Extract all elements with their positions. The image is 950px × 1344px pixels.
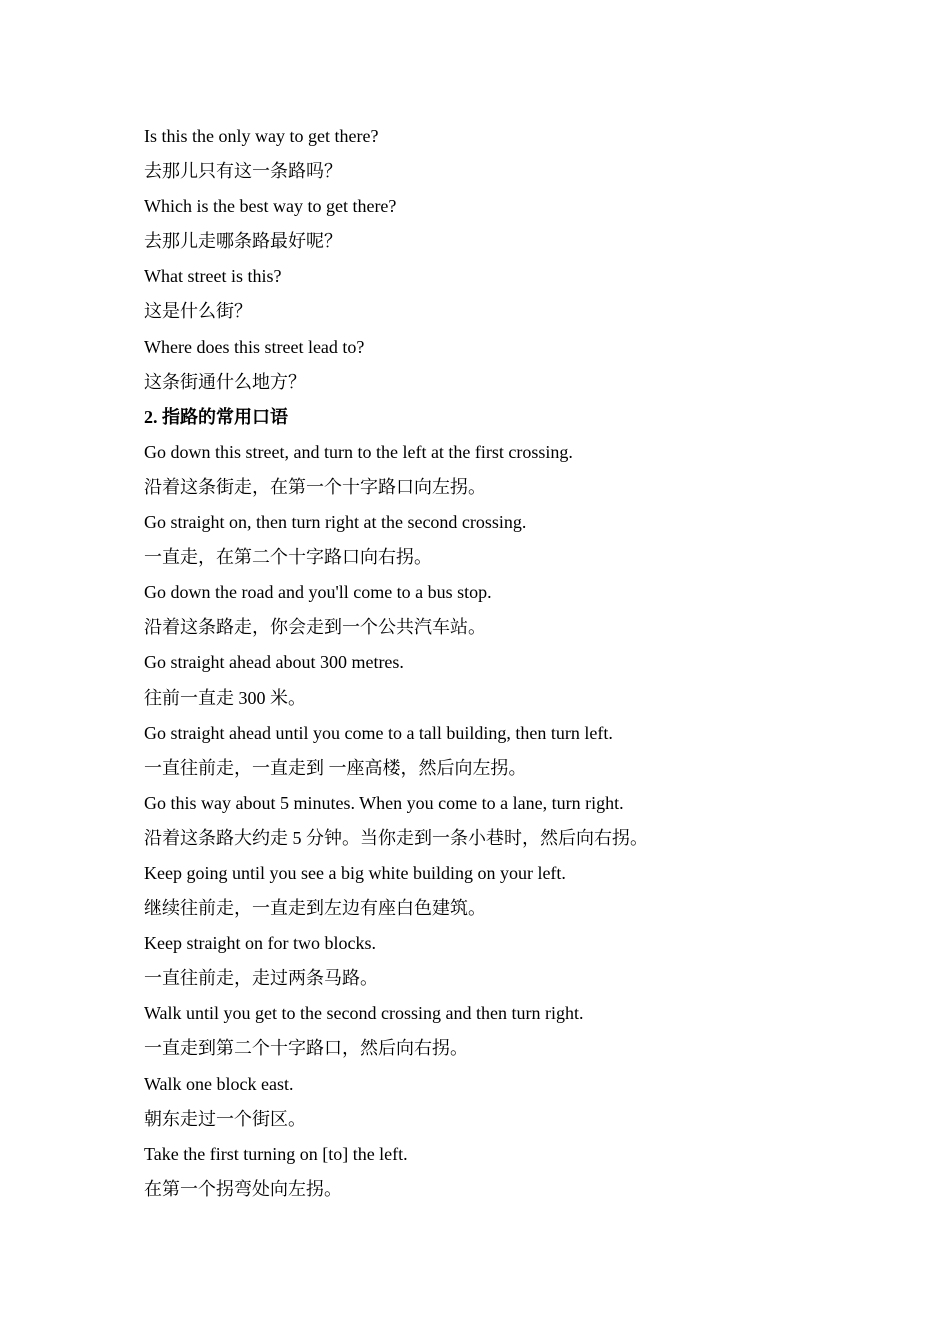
phrase-english: What street is this? (144, 266, 282, 287)
phrase-english: Where does this street lead to? (144, 336, 365, 357)
phrase-english: Walk until you get to the second crossing and then turn right. (144, 1003, 584, 1024)
phrase-chinese: 一直往前走，走过两条马路。 (144, 968, 378, 989)
phrase-english: Go straight ahead until you come to a tall building, then turn left. (144, 722, 613, 743)
phrase-chinese: 去那儿走哪条路最好呢？ (144, 231, 342, 252)
phrase-english: Walk one block east. (144, 1073, 294, 1094)
phrase-chinese: 这是什么街？ (144, 301, 252, 322)
phrase-chinese: 往前一直走 300 米。 (144, 687, 306, 708)
document-body (144, 119, 864, 1207)
phrase-english: Go straight on, then turn right at the second crossing. (144, 512, 527, 533)
phrase-english: Which is the best way to get there? (144, 196, 397, 217)
phrase-chinese: 朝东走过一个街区。 (144, 1108, 306, 1129)
phrase-english: Keep going until you see a big white building on your left. (144, 862, 566, 883)
phrase-chinese: 沿着这条路大约走 5 分钟。当你走到一条小巷时，然后向右拐。 (144, 827, 648, 848)
phrase-chinese: 继续往前走，一直走到左边有座白色建筑。 (144, 898, 486, 919)
phrase-chinese: 沿着这条街走，在第一个十字路口向左拐。 (144, 476, 486, 497)
phrase-english: Go straight ahead about 300 metres. (144, 652, 404, 673)
phrase-chinese: 这条街通什么地方？ (144, 371, 306, 392)
phrase-english: Take the first turning on [to] the left. (144, 1143, 408, 1164)
phrase-chinese: 一直走，在第二个十字路口向右拐。 (144, 547, 432, 568)
phrase-english: Go down this street, and turn to the left at the first crossing. (144, 441, 573, 462)
phrase-chinese: 去那儿只有这一条路吗？ (144, 161, 342, 182)
phrase-english: Is this the only way to get there? (144, 126, 379, 146)
phrase-english: Go this way about 5 minutes. When you come to a lane, turn right. (144, 792, 624, 813)
phrase-english: Go down the road and you'll come to a bus stop. (144, 582, 492, 603)
phrase-chinese: 沿着这条路走，你会走到一个公共汽车站。 (144, 617, 486, 638)
section-heading: 2. 指路的常用口语 (144, 406, 288, 427)
phrase-chinese: 一直往前走，一直走到 一座高楼，然后向左拐。 (144, 757, 527, 778)
phrase-english: Keep straight on for two blocks. (144, 933, 376, 954)
phrase-chinese: 一直走到第二个十字路口，然后向右拐。 (144, 1038, 468, 1059)
phrase-chinese: 在第一个拐弯处向左拐。 (144, 1178, 342, 1199)
